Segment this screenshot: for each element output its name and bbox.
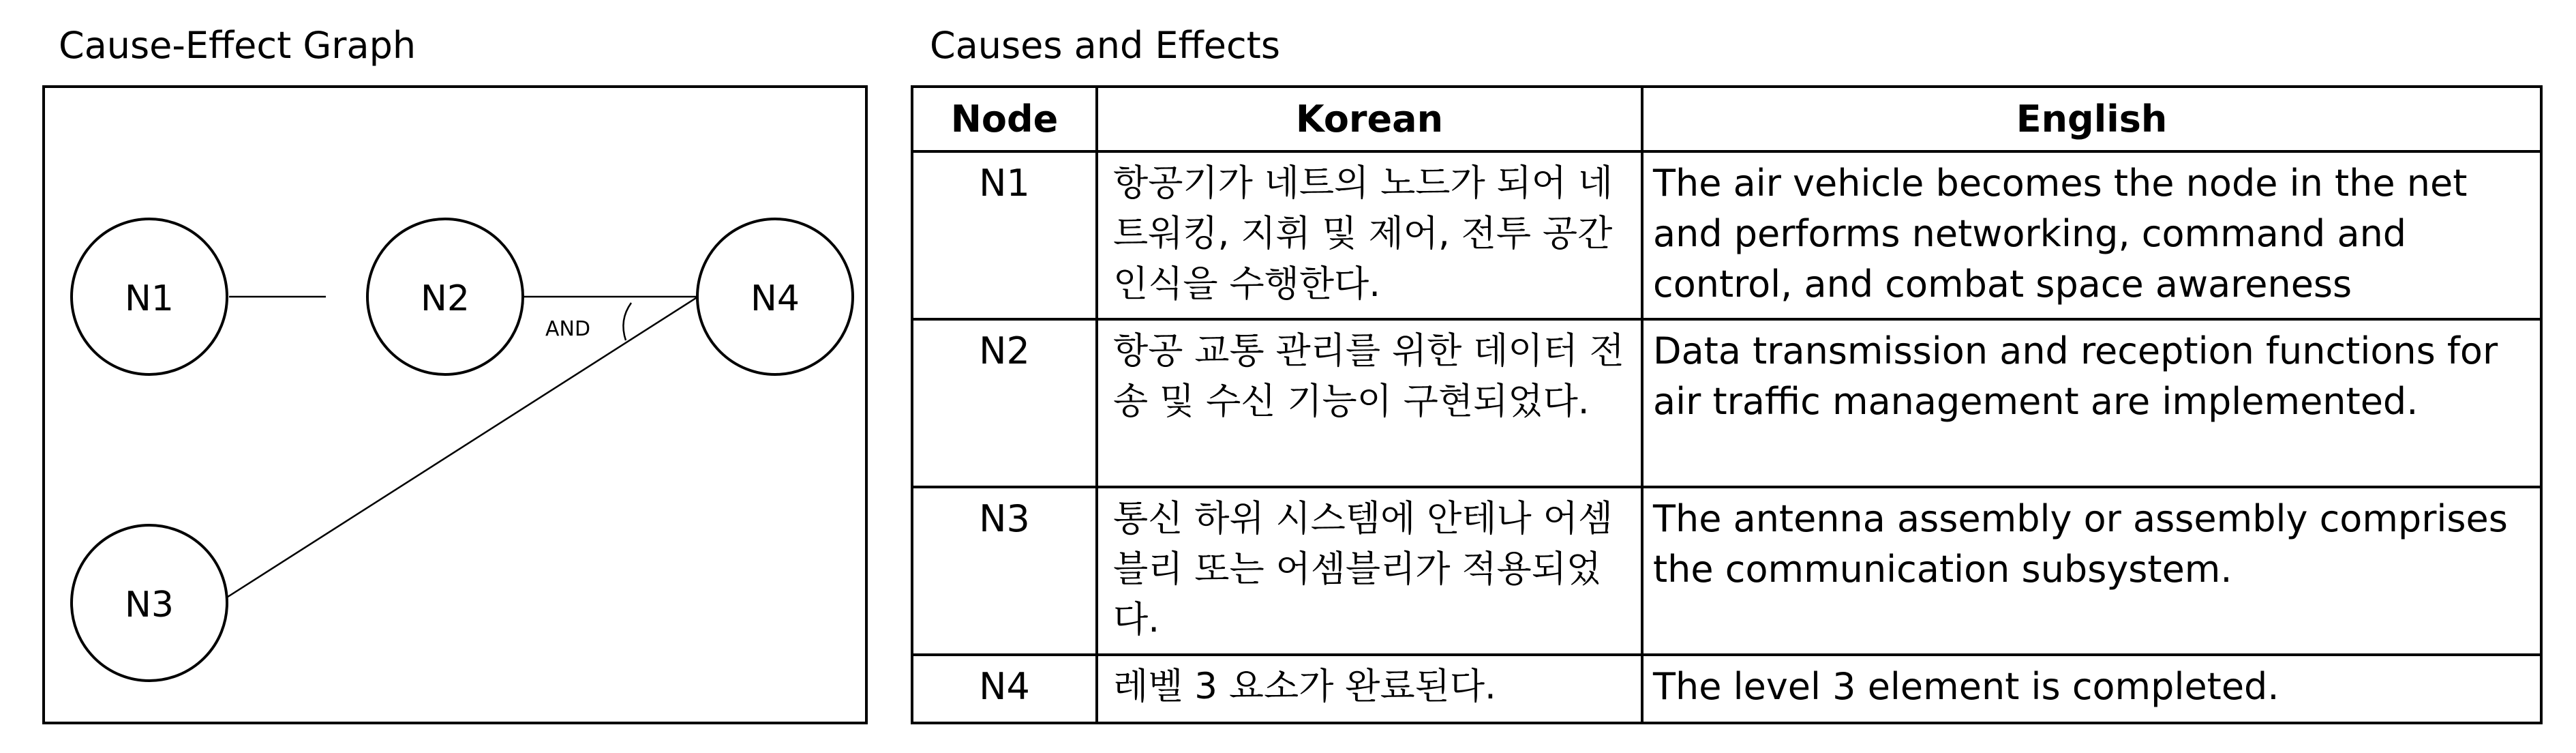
row-english-cell: The antenna assembly or assembly comprises the communication subsystem. [1642,487,2541,655]
row-english-cell: Data transmission and reception functions for air traffic management are implemented. [1642,319,2541,487]
table-row [912,319,2541,487]
row-english-cell: The level 3 element is completed. [1642,655,2541,723]
graph-title: Cause-Effect Graph [59,24,416,67]
node-n1-label: N1 [125,278,174,319]
and-arc [623,303,631,340]
header-node: Node [912,87,1097,151]
node-n3 [72,525,227,681]
row-node-cell: N2 [912,319,1097,487]
node-n3-label: N3 [125,585,174,625]
node-n2 [367,219,523,374]
node-n1 [72,219,227,374]
table-row [912,655,2541,723]
row-english-cell: The air vehicle becomes the node in the net and performs networking, command and control, and combat space awareness [1642,151,2541,319]
row-node-cell: N3 [912,487,1097,655]
table-title: Causes and Effects [930,24,1280,67]
row-node-cell: N1 [912,151,1097,319]
row-korean-cell: 항공 교통 관리를 위한 데이터 전송 및 수신 기능이 구현되었다. [1097,319,1642,487]
table-header-row [912,87,2541,151]
node-n2-label: N2 [421,278,470,319]
graph-canvas [45,88,865,722]
row-korean-cell: 통신 하위 시스템에 안테나 어셈블리 또는 어셈블리가 적용되었다. [1097,487,1642,655]
row-korean-cell: 항공기가 네트의 노드가 되어 네트워킹, 지휘 및 제어, 전투 공간 인식을 수행한다. [1097,151,1642,319]
and-label: AND [545,317,591,341]
causes-effects-table [911,85,2543,724]
header-korean: Korean [1097,87,1642,151]
node-n4 [697,219,853,374]
header-english: English [1642,87,2541,151]
node-n4-label: N4 [751,278,800,319]
table-row [912,151,2541,319]
table-row [912,487,2541,655]
row-node-cell: N4 [912,655,1097,723]
cause-effect-graph [42,85,868,724]
row-korean-cell: 레벨 3 요소가 완료된다. [1097,655,1642,723]
